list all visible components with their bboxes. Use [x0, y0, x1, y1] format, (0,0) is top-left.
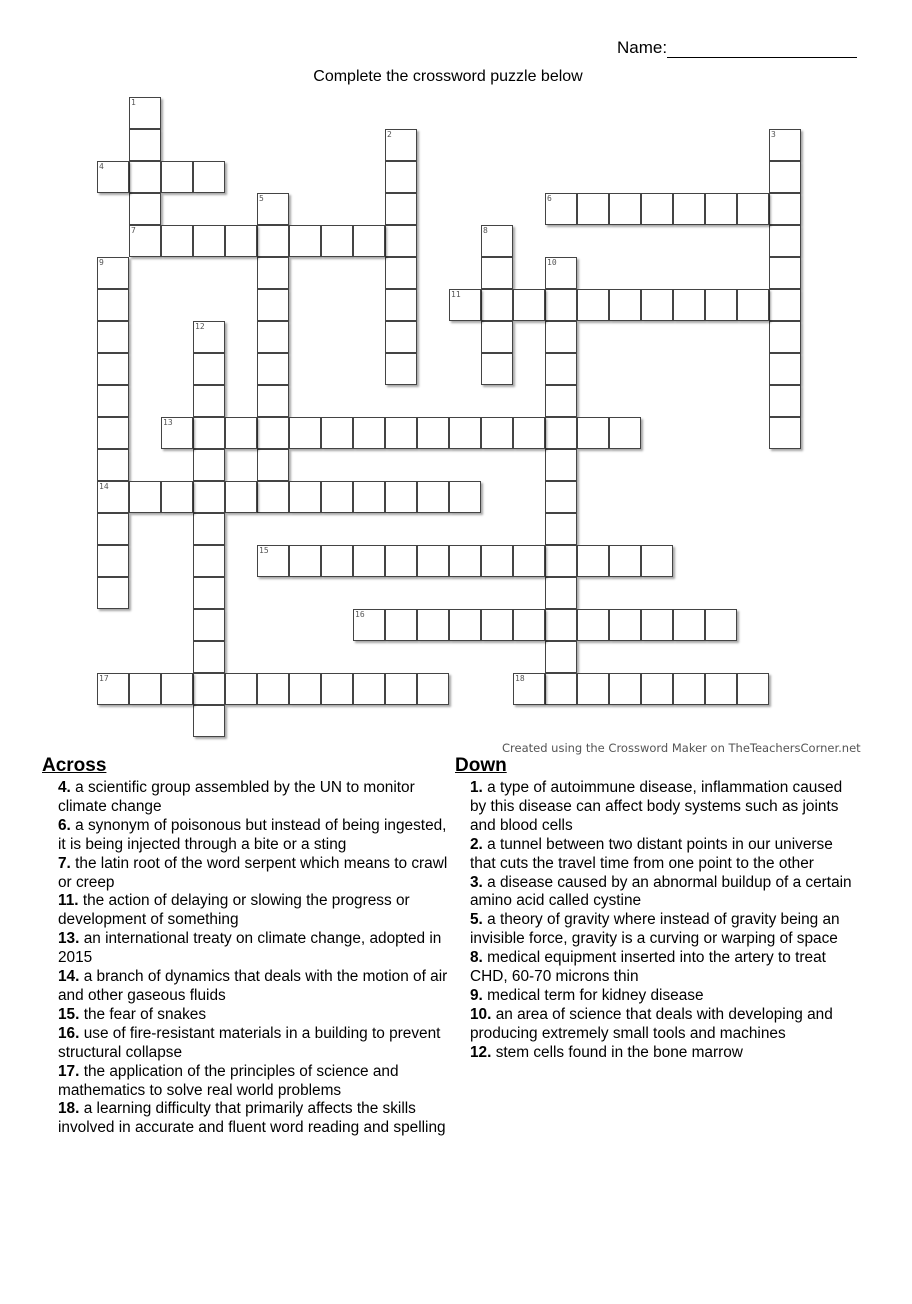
- down-clue: [470, 911, 862, 949]
- grid-cell[interactable]: [449, 609, 481, 641]
- grid-cell[interactable]: [225, 225, 257, 257]
- clue-number: 7: [131, 226, 136, 235]
- grid-cell[interactable]: [737, 193, 769, 225]
- grid-cell[interactable]: [97, 513, 129, 545]
- grid-cell[interactable]: [257, 673, 289, 705]
- clue-number-label: 6.: [58, 816, 71, 834]
- grid-cell[interactable]: [385, 673, 417, 705]
- grid-cell[interactable]: [481, 257, 513, 289]
- grid-cell[interactable]: [385, 193, 417, 225]
- grid-cell[interactable]: [577, 417, 609, 449]
- grid-cell[interactable]: [545, 641, 577, 673]
- grid-cell[interactable]: [289, 417, 321, 449]
- grid-cell[interactable]: [769, 321, 801, 353]
- down-clue: [470, 836, 862, 874]
- grid-cell[interactable]: [609, 289, 641, 321]
- across-clue: [58, 930, 450, 968]
- grid-cell[interactable]: [673, 673, 705, 705]
- grid-cell[interactable]: [161, 481, 193, 513]
- grid-cell[interactable]: [129, 193, 161, 225]
- clue-text: a type of autoimmune disease, inflammation caused by this disease can affect body systems such as joints and blood cells: [470, 779, 843, 834]
- grid-cell[interactable]: [97, 673, 129, 705]
- clue-number-label: 17.: [58, 1062, 80, 1080]
- page-instructions: Complete the crossword puzzle below: [313, 68, 583, 85]
- across-clue: [58, 1025, 450, 1063]
- grid-cell[interactable]: [705, 673, 737, 705]
- grid-cell[interactable]: [97, 257, 129, 289]
- grid-cell[interactable]: [289, 225, 321, 257]
- grid-cell[interactable]: [257, 289, 289, 321]
- grid-cell[interactable]: [353, 225, 385, 257]
- across-clue: [58, 855, 450, 893]
- clue-text: a branch of dynamics that deals with the motion of air and other gaseous fluids: [58, 968, 448, 1004]
- grid-cell[interactable]: [97, 385, 129, 417]
- grid-cell[interactable]: [769, 225, 801, 257]
- clue-number-label: 14.: [58, 968, 80, 986]
- clue-number: 2: [387, 130, 392, 139]
- grid-cell[interactable]: [737, 289, 769, 321]
- clue-number-label: 12.: [470, 1043, 492, 1061]
- grid-cell[interactable]: [609, 609, 641, 641]
- grid-cell[interactable]: [545, 609, 577, 641]
- grid-cell[interactable]: [193, 385, 225, 417]
- grid-cell[interactable]: [641, 193, 673, 225]
- grid-cell[interactable]: [385, 161, 417, 193]
- grid-cell[interactable]: [225, 673, 257, 705]
- grid-cell[interactable]: [449, 481, 481, 513]
- clue-number: 18: [515, 674, 525, 683]
- name-label: Name:: [617, 38, 668, 57]
- grid-cell[interactable]: [129, 225, 161, 257]
- grid-cell[interactable]: [353, 545, 385, 577]
- down-clue: [470, 949, 862, 987]
- grid-cell[interactable]: [609, 545, 641, 577]
- grid-cell[interactable]: [449, 289, 481, 321]
- grid-cell[interactable]: [545, 289, 577, 321]
- grid-cell[interactable]: [353, 609, 385, 641]
- grid-cell[interactable]: [193, 321, 225, 353]
- grid-cell[interactable]: [577, 545, 609, 577]
- grid-cell[interactable]: [769, 129, 801, 161]
- grid-cell[interactable]: [257, 481, 289, 513]
- grid-cell[interactable]: [513, 545, 545, 577]
- grid-cell[interactable]: [385, 129, 417, 161]
- across-clue: [58, 1006, 450, 1025]
- grid-cell[interactable]: [129, 673, 161, 705]
- grid-cell[interactable]: [417, 609, 449, 641]
- clue-number: 1: [131, 98, 136, 107]
- grid-cell[interactable]: [385, 609, 417, 641]
- clue-number: 17: [99, 674, 109, 683]
- grid-cell[interactable]: [193, 161, 225, 193]
- across-clue: [58, 817, 450, 855]
- clue-number: 14: [99, 482, 109, 491]
- grid-cell[interactable]: [289, 673, 321, 705]
- grid-cell[interactable]: [385, 257, 417, 289]
- grid-cell[interactable]: [353, 673, 385, 705]
- grid-cell[interactable]: [193, 481, 225, 513]
- grid-cell[interactable]: [193, 513, 225, 545]
- grid-cell[interactable]: [513, 609, 545, 641]
- grid-cell[interactable]: [769, 353, 801, 385]
- clue-number-label: 11.: [58, 892, 79, 910]
- grid-cell[interactable]: [481, 353, 513, 385]
- grid-cell[interactable]: [257, 353, 289, 385]
- grid-cell[interactable]: [161, 225, 193, 257]
- grid-cell[interactable]: [193, 609, 225, 641]
- grid-cell[interactable]: [257, 321, 289, 353]
- clue-text: a synonym of poisonous but instead of being ingested, it is being injected through a bite or a sting: [58, 816, 447, 853]
- clue-text: the application of the principles of science and mathematics to solve real world problems: [58, 1062, 399, 1099]
- grid-cell[interactable]: [641, 673, 673, 705]
- grid-cell[interactable]: [257, 257, 289, 289]
- clue-text: medical equipment inserted into the artery to treat CHD, 60-70 microns thin: [470, 949, 826, 986]
- grid-cell[interactable]: [769, 257, 801, 289]
- grid-cell[interactable]: [257, 225, 289, 257]
- grid-cell[interactable]: [737, 673, 769, 705]
- clue-number-label: 2.: [470, 835, 483, 853]
- across-clue: [58, 1063, 450, 1101]
- grid-cell[interactable]: [705, 609, 737, 641]
- grid-cell[interactable]: [321, 673, 353, 705]
- credit-line: Created using the Crossword Maker on TheTeachersCorner.net: [502, 741, 861, 755]
- grid-cell[interactable]: [545, 577, 577, 609]
- clue-number: 15: [259, 546, 269, 555]
- grid-cell[interactable]: [545, 417, 577, 449]
- down-clue-list: [470, 779, 862, 1063]
- grid-cell[interactable]: [769, 417, 801, 449]
- grid-cell[interactable]: [97, 449, 129, 481]
- grid-cell[interactable]: [641, 609, 673, 641]
- clue-number-label: 16.: [58, 1024, 80, 1042]
- grid-cell[interactable]: [545, 449, 577, 481]
- grid-cell[interactable]: [321, 417, 353, 449]
- grid-cell[interactable]: [609, 673, 641, 705]
- grid-cell[interactable]: [225, 481, 257, 513]
- grid-cell[interactable]: [673, 609, 705, 641]
- clue-number: 11: [451, 290, 461, 299]
- down-clue: [470, 1044, 862, 1063]
- grid-cell[interactable]: [129, 481, 161, 513]
- grid-cell[interactable]: [321, 225, 353, 257]
- grid-cell[interactable]: [193, 417, 225, 449]
- grid-cell[interactable]: [97, 353, 129, 385]
- grid-cell[interactable]: [193, 641, 225, 673]
- grid-cell[interactable]: [129, 161, 161, 193]
- grid-cell[interactable]: [577, 609, 609, 641]
- clue-number-label: 15.: [58, 1005, 80, 1023]
- clue-text: medical term for kidney disease: [487, 986, 704, 1004]
- grid-cell[interactable]: [193, 225, 225, 257]
- grid-cell[interactable]: [225, 417, 257, 449]
- clue-text: a theory of gravity where instead of gravity being an invisible force, gravity is a curving or warping of space: [470, 911, 840, 948]
- down-heading: Down: [455, 755, 507, 776]
- grid-cell[interactable]: [769, 193, 801, 225]
- grid-cell[interactable]: [545, 481, 577, 513]
- grid-cell[interactable]: [449, 545, 481, 577]
- grid-cell[interactable]: [321, 481, 353, 513]
- down-clue: [470, 1006, 862, 1044]
- grid-cell[interactable]: [609, 417, 641, 449]
- grid-cell[interactable]: [385, 417, 417, 449]
- grid-cell[interactable]: [769, 161, 801, 193]
- grid-cell[interactable]: [193, 545, 225, 577]
- clue-text: the latin root of the word serpent which means to crawl or creep: [58, 854, 448, 891]
- grid-cell[interactable]: [385, 353, 417, 385]
- clue-number: 8: [483, 226, 488, 235]
- clue-text: a disease caused by an abnormal buildup of a certain amino acid called cystine: [470, 873, 852, 910]
- grid-cell[interactable]: [481, 417, 513, 449]
- grid-cell[interactable]: [577, 193, 609, 225]
- grid-cell[interactable]: [385, 225, 417, 257]
- clue-number: 4: [99, 162, 104, 171]
- clue-text: use of fire-resistant materials in a building to prevent structural collapse: [58, 1024, 441, 1061]
- grid-cell[interactable]: [161, 161, 193, 193]
- clue-number-label: 4.: [58, 779, 71, 796]
- grid-cell[interactable]: [417, 481, 449, 513]
- grid-cell[interactable]: [257, 449, 289, 481]
- grid-cell[interactable]: [193, 705, 225, 737]
- grid-cell[interactable]: [641, 545, 673, 577]
- grid-cell[interactable]: [417, 545, 449, 577]
- down-clue: [470, 874, 862, 912]
- grid-cell[interactable]: [705, 289, 737, 321]
- grid-cell[interactable]: [417, 673, 449, 705]
- grid-cell[interactable]: [353, 417, 385, 449]
- grid-cell[interactable]: [513, 289, 545, 321]
- grid-cell[interactable]: [545, 545, 577, 577]
- clue-number-label: 18.: [58, 1100, 80, 1118]
- clue-number-label: 1.: [470, 779, 483, 796]
- grid-cell[interactable]: [769, 289, 801, 321]
- clue-text: the action of delaying or slowing the progress or development of something: [58, 892, 410, 929]
- clue-text: stem cells found in the bone marrow: [495, 1043, 743, 1061]
- across-clue: [58, 968, 450, 1006]
- grid-cell[interactable]: [193, 577, 225, 609]
- clue-number-label: 5.: [470, 911, 483, 929]
- clue-number: 5: [259, 194, 264, 203]
- clue-number-label: 8.: [470, 949, 483, 967]
- grid-cell[interactable]: [97, 321, 129, 353]
- grid-cell[interactable]: [97, 545, 129, 577]
- grid-cell[interactable]: [545, 353, 577, 385]
- clue-text: an area of science that deals with developing and producing extremely small tools and machines: [470, 1005, 833, 1042]
- grid-cell[interactable]: [257, 385, 289, 417]
- clue-number: 12: [195, 322, 205, 331]
- grid-cell[interactable]: [97, 161, 129, 193]
- grid-cell[interactable]: [641, 289, 673, 321]
- clue-text: the fear of snakes: [83, 1005, 207, 1023]
- grid-cell[interactable]: [481, 289, 513, 321]
- grid-cell[interactable]: [673, 193, 705, 225]
- grid-cell[interactable]: [385, 545, 417, 577]
- grid-cell[interactable]: [385, 289, 417, 321]
- grid-cell[interactable]: [289, 545, 321, 577]
- grid-cell[interactable]: [513, 673, 545, 705]
- grid-cell[interactable]: [353, 481, 385, 513]
- grid-cell[interactable]: [545, 385, 577, 417]
- grid-cell[interactable]: [161, 673, 193, 705]
- clue-number: 3: [771, 130, 776, 139]
- grid-cell[interactable]: [545, 513, 577, 545]
- across-clue: [58, 779, 450, 817]
- across-clue: [58, 892, 450, 930]
- grid-cell[interactable]: [385, 481, 417, 513]
- clue-number-label: 3.: [470, 873, 483, 891]
- across-clue: [58, 1100, 450, 1138]
- clue-number: 10: [547, 258, 557, 267]
- grid-cell[interactable]: [609, 193, 641, 225]
- grid-cell[interactable]: [577, 673, 609, 705]
- grid-cell[interactable]: [513, 417, 545, 449]
- grid-cell[interactable]: [577, 289, 609, 321]
- grid-cell[interactable]: [97, 577, 129, 609]
- clue-text: a tunnel between two distant points in our universe that cuts the travel time from one point to the other: [470, 835, 833, 872]
- clue-number-label: 7.: [58, 854, 71, 872]
- clue-number: 13: [163, 418, 173, 427]
- down-clue: [470, 987, 862, 1006]
- grid-cell[interactable]: [193, 673, 225, 705]
- grid-cell[interactable]: [769, 385, 801, 417]
- across-heading: Across: [42, 755, 107, 776]
- grid-cell[interactable]: [545, 673, 577, 705]
- grid-cell[interactable]: [193, 449, 225, 481]
- grid-cell[interactable]: [481, 609, 513, 641]
- clue-number-label: 13.: [58, 930, 80, 948]
- clue-number: 6: [547, 194, 552, 203]
- grid-cell[interactable]: [193, 353, 225, 385]
- grid-cell[interactable]: [449, 417, 481, 449]
- clue-number-label: 10.: [470, 1005, 492, 1023]
- across-clue-list: [58, 779, 450, 1138]
- down-clue: [470, 779, 862, 836]
- grid-cell[interactable]: [257, 417, 289, 449]
- clue-text: an international treaty on climate change, adopted in 2015: [58, 930, 442, 967]
- grid-cell[interactable]: [481, 321, 513, 353]
- grid-cell[interactable]: [161, 417, 193, 449]
- clue-text: a scientific group assembled by the UN to monitor climate change: [58, 779, 415, 815]
- clue-number: 9: [99, 258, 104, 267]
- grid-cell[interactable]: [97, 481, 129, 513]
- grid-cell[interactable]: [257, 193, 289, 225]
- clue-number-label: 9.: [470, 986, 483, 1004]
- grid-cell[interactable]: [129, 97, 161, 129]
- grid-cell[interactable]: [481, 545, 513, 577]
- grid-cell[interactable]: [417, 417, 449, 449]
- clue-number: 16: [355, 610, 365, 619]
- grid-cell[interactable]: [129, 129, 161, 161]
- grid-cell[interactable]: [673, 289, 705, 321]
- grid-cell[interactable]: [385, 321, 417, 353]
- grid-cell[interactable]: [705, 193, 737, 225]
- grid-cell[interactable]: [545, 193, 577, 225]
- grid-cell[interactable]: [289, 481, 321, 513]
- clue-text: a learning difficulty that primarily affects the skills involved in accurate and fluent word reading and spelling: [58, 1100, 446, 1137]
- grid-cell[interactable]: [257, 545, 289, 577]
- grid-cell[interactable]: [545, 257, 577, 289]
- grid-cell[interactable]: [481, 225, 513, 257]
- grid-cell[interactable]: [97, 289, 129, 321]
- grid-cell[interactable]: [545, 321, 577, 353]
- grid-cell[interactable]: [321, 545, 353, 577]
- grid-cell[interactable]: [97, 417, 129, 449]
